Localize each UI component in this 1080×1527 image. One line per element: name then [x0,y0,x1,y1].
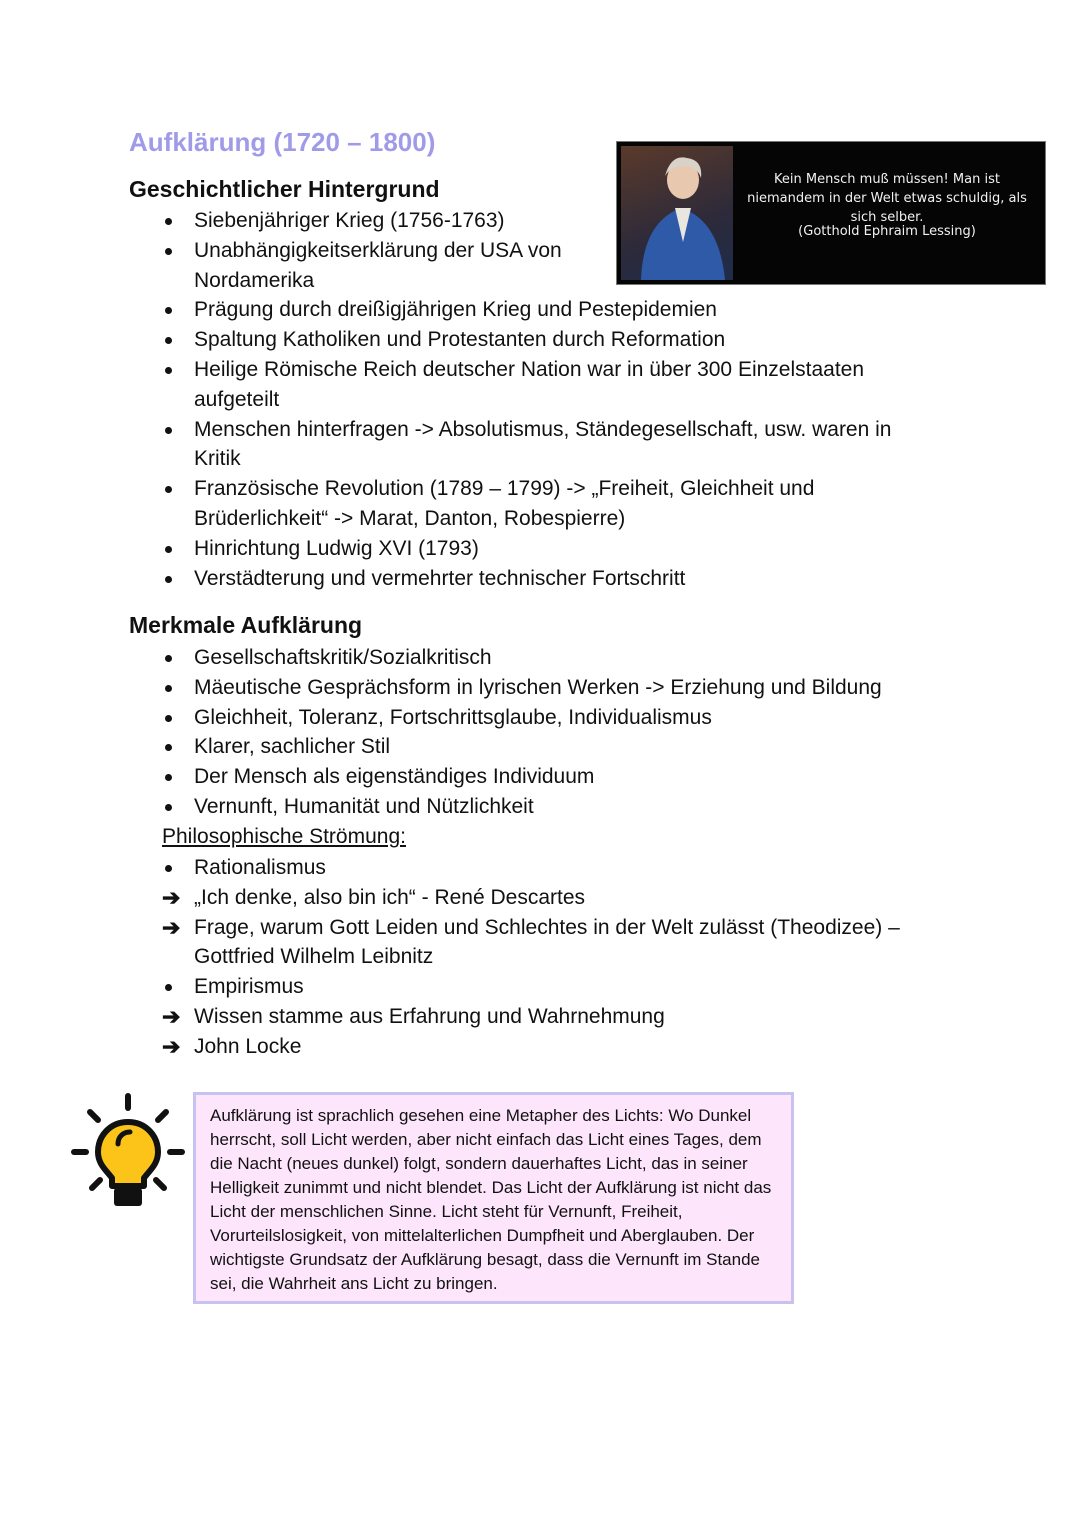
list-item: Unabhängigkeitserklärung der USA von [194,238,562,262]
info-box: Aufklärung ist sprachlich gesehen eine Metapher des Lichts: Wo Dunkel herrscht, soll Licht werden, aber nicht einfach das Licht eines Tages, dem die Nacht (neues dunkel) folgt, sondern dauerhaftes Licht, das in seiner Helligkeit zunimmt und nicht blendet. Das Licht der Aufklärung ist nicht das Licht der menschlichen Sinne. Licht steht für Vernunft, Freiheit, Vorurteilslosigkeit, von mittelalterlichen Dumpfheit und Aberglauben. Der wichtigste Grundsatz der Aufklärung besagt, dass die Vernunft im Stande sei, die Wahrheit ans Licht zu bringen. [193,1092,794,1304]
heading-philosophie: Philosophische Strömung: [162,825,406,848]
list-item: ➔ John Locke [129,1032,949,1062]
list-item: Gottfried Wilhelm Leibnitz [194,945,434,969]
list-item: Verstädterung und vermehrter technischer Fortschritt [194,566,686,590]
list-item: ➔ Wissen stamme aus Erfahrung und Wahrnehmung [129,1002,949,1032]
heading-hintergrund: Geschichtlicher Hintergrund [129,176,440,202]
list-item: Siebenjähriger Krieg (1756-1763) [194,209,505,232]
list-item: Brüderlichkeit“ -> Marat, Danton, Robespierre) [194,506,626,530]
list-item: ➔ „Ich denke, also bin ich“ - René Descartes [129,883,949,913]
list-item: Heilige Römische Reich deutscher Nation war in über 300 Einzelstaaten [194,357,865,381]
list-item: ➔ Frage, warum Gott Leiden und Schlechtes in der Welt zulässt (Theodizee) – [129,913,949,943]
heading-merkmale: Merkmale Aufklärung [129,612,363,638]
list-item: Rationalismus [194,856,326,879]
list-merkmale [129,643,949,822]
list-item: Nordamerika [194,268,315,292]
list-item: Prägung durch dreißigjährigen Krieg und Pestepidemien [194,298,717,322]
list-item: Französische Revolution (1789 – 1799) -> „Freiheit, Gleichheit und [194,477,815,501]
list-item: Spaltung Katholiken und Protestanten durch Reformation [194,328,726,352]
list-philosophie [129,853,949,1062]
arrow-right-icon: ➔ [162,1003,181,1029]
list-item: Hinrichtung Ludwig XVI (1793) [194,536,479,560]
list-item: Der Mensch als eigenständiges Individuum [194,765,595,789]
list-item: Empirismus [194,975,304,999]
list-item: Mäeutische Gesprächsform in lyrischen Werken -> Erziehung und Bildung [194,675,882,699]
quote-author: (Gotthold Ephraim Lessing) [798,224,976,239]
arrow-right-icon: ➔ [162,1033,181,1059]
quote-text: Kein Mensch muß müssen! Man ist niemandem in der Welt etwas schuldig, als sich selber. [747,172,1027,225]
list-item: Kritik [194,447,241,471]
lightbulb-icon [66,1090,194,1218]
list-item: aufgeteilt [194,387,280,411]
list-item: Gleichheit, Toleranz, Fortschrittsglaube, Individualismus [194,705,712,729]
arrow-right-icon: ➔ [162,884,181,910]
page-title: Aufklärung (1720 – 1800) [129,127,436,157]
list-item: Vernunft, Humanität und Nützlichkeit [194,794,534,818]
list-hintergrund [129,206,949,593]
arrow-right-icon: ➔ [162,914,181,940]
list-item: Menschen hinterfragen -> Absolutismus, Ständegesellschaft, usw. waren in [194,417,892,441]
list-item: Klarer, sachlicher Stil [194,735,391,759]
list-item: Gesellschaftskritik/Sozialkritisch [194,646,492,669]
